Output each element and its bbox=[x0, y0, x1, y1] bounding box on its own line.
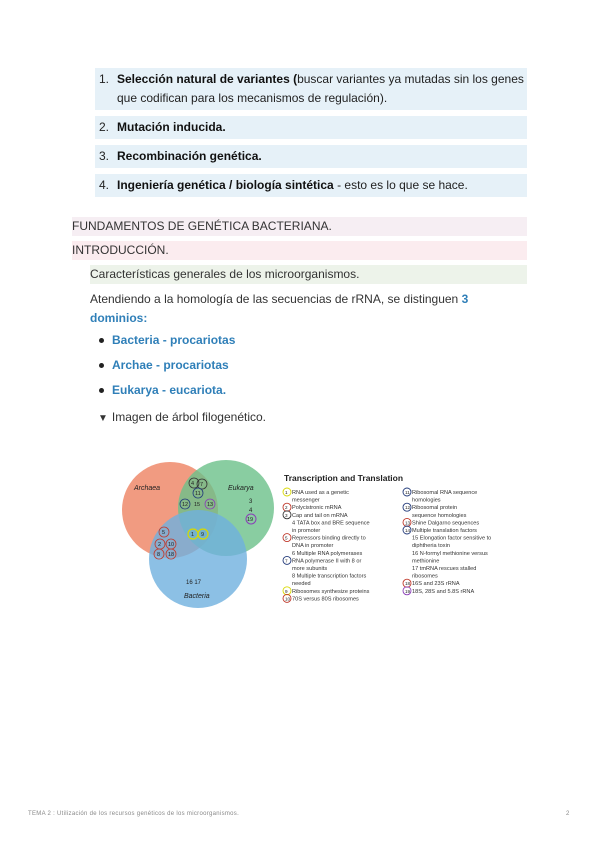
paragraph bbox=[90, 290, 520, 328]
legend-line: 18S, 28S and 5.8S rRNA bbox=[412, 588, 475, 595]
paragraph-text: Atendiendo a la homología de las secuencias de rRNA, se distinguen bbox=[90, 292, 462, 306]
toggle-block[interactable] bbox=[98, 409, 266, 427]
venn-number: 13 bbox=[207, 502, 214, 508]
legend-line: Polycistronic mRNA bbox=[292, 505, 342, 512]
list-item-bold: Recombinación genética. bbox=[117, 149, 262, 163]
subsection-heading: INTRODUCCIÓN. bbox=[72, 241, 527, 260]
legend-line: 17 tmRNA rescues stalled bbox=[412, 566, 477, 572]
venn-number: 5 bbox=[162, 530, 166, 536]
figure-title: Transcription and Translation bbox=[284, 473, 404, 483]
phylogenetic-figure bbox=[118, 458, 518, 618]
venn-number: 7 bbox=[200, 482, 204, 488]
section-heading: FUNDAMENTOS DE GENÉTICA BACTERIANA. bbox=[72, 217, 527, 236]
legend-mark-number: 3 bbox=[285, 512, 288, 518]
legend-line: DNA in promoter bbox=[292, 543, 334, 550]
list-item bbox=[90, 381, 235, 399]
bullet-icon bbox=[99, 363, 104, 368]
numbered-list bbox=[95, 68, 527, 203]
legend-mark-number: 10 bbox=[285, 596, 291, 602]
list-item bbox=[95, 68, 527, 110]
paragraph-end: : bbox=[143, 311, 148, 325]
list-number: 1. bbox=[99, 72, 110, 86]
venn-number: 2 bbox=[158, 542, 162, 548]
list-item bbox=[95, 174, 527, 197]
legend-line: homologies bbox=[412, 497, 441, 504]
paragraph-highlight: 3 dominios bbox=[90, 292, 469, 325]
legend-line: 70S versus 80S ribosomes bbox=[292, 596, 359, 603]
venn-number: 16 17 bbox=[186, 580, 202, 586]
eukarya-label: Eukarya bbox=[228, 485, 254, 492]
legend-mark-number: 13 bbox=[405, 520, 411, 526]
legend-line: 6 Multiple RNA polymerases bbox=[292, 550, 363, 557]
venn-number: 3 bbox=[249, 499, 253, 505]
venn-number: 15 bbox=[194, 502, 201, 508]
list-number: 3. bbox=[99, 149, 110, 163]
bullet-icon bbox=[99, 338, 104, 343]
list-item-bold: Selección natural de variantes ( bbox=[117, 72, 298, 86]
legend-line: Ribosomal protein bbox=[412, 505, 458, 512]
list-number: 4. bbox=[99, 178, 110, 192]
legend-line: Ribosomal RNA sequence bbox=[412, 490, 478, 496]
legend-line: Multiple translation factors bbox=[412, 528, 477, 534]
legend-line: ribosomes bbox=[412, 573, 438, 580]
venn-number: 19 bbox=[247, 517, 254, 523]
venn-number: 9 bbox=[201, 532, 205, 538]
venn-number: 1 bbox=[191, 532, 195, 538]
legend-line: methionine bbox=[412, 558, 440, 565]
legend-mark-number: 2 bbox=[285, 505, 288, 511]
bacteria-label: Bacteria bbox=[184, 593, 210, 600]
venn-number: 12 bbox=[182, 502, 189, 508]
legend-line: 16S and 23S rRNA bbox=[412, 581, 460, 588]
venn-number: 8 bbox=[157, 552, 161, 558]
legend-line: 8 Multiple transcription factors bbox=[292, 573, 367, 580]
legend-left bbox=[283, 488, 370, 602]
page-number: 2 bbox=[566, 811, 570, 817]
bullet-icon bbox=[99, 388, 104, 393]
list-item-bold: Ingeniería genética / biología sintética bbox=[117, 178, 334, 192]
legend-line: 16 N-formyl methionine versus bbox=[412, 550, 488, 557]
legend-mark-number: 9 bbox=[285, 588, 288, 594]
legend-line: needed bbox=[292, 581, 311, 588]
legend-line: Cap and tail on mRNA bbox=[292, 512, 348, 519]
legend-right bbox=[403, 488, 491, 595]
triangle-down-icon[interactable]: ▼ bbox=[98, 413, 108, 424]
legend-line: messenger bbox=[292, 497, 320, 504]
venn-number: 11 bbox=[195, 491, 201, 497]
list-item-bold: Mutación inducida. bbox=[117, 120, 226, 134]
legend-line: RNA used as a genetic bbox=[292, 490, 349, 496]
list-number: 2. bbox=[99, 120, 110, 134]
domain-list bbox=[90, 331, 235, 406]
archaea-label: Archaea bbox=[134, 485, 161, 492]
legend-mark-number: 5 bbox=[285, 535, 288, 541]
list-item bbox=[90, 356, 235, 374]
venn-number: 4 bbox=[249, 508, 253, 514]
domain-link[interactable]: Eukarya - eucariota. bbox=[112, 383, 227, 397]
list-item bbox=[95, 116, 527, 139]
list-item-text: buscar variantes ya mutadas sin los genes que codifican para los mecanismos de regulación). bbox=[117, 72, 524, 105]
list-item bbox=[90, 331, 235, 349]
domain-link[interactable]: Bacteria - procariotas bbox=[112, 333, 236, 347]
legend-mark-number: 1 bbox=[285, 490, 288, 495]
topic-heading: Características generales de los microorganismos. bbox=[90, 265, 527, 284]
legend-line: diphtheria toxin bbox=[412, 543, 450, 550]
venn-number: 4 bbox=[191, 481, 195, 487]
toggle-label: Imagen de árbol filogenético. bbox=[111, 410, 267, 424]
legend-line: in promoter bbox=[292, 528, 321, 534]
legend-line: RNA polymerase II with 8 or bbox=[292, 558, 362, 565]
legend-line: 15 Elongation factor sensitive to bbox=[412, 535, 492, 542]
legend-line: sequence homologies bbox=[412, 512, 467, 519]
list-item bbox=[95, 145, 527, 168]
domain-link[interactable]: Archae - procariotas bbox=[112, 358, 229, 372]
legend-mark-number: 7 bbox=[285, 558, 288, 564]
legend-mark-number: 11 bbox=[405, 490, 410, 495]
legend-line: Shine Dalgarno sequences bbox=[412, 520, 480, 527]
legend-line: 4 TATA box and BRE sequence bbox=[292, 520, 370, 527]
list-item-text: - esto es lo que se hace. bbox=[333, 178, 468, 192]
legend-mark-number: 14 bbox=[405, 528, 411, 533]
legend-mark-number: 12 bbox=[405, 505, 411, 511]
venn-number: 10 bbox=[168, 542, 175, 548]
footer-text: TEMA 2 : Utilización de los recursos genéticos de los microorganismos. bbox=[28, 811, 240, 817]
legend-line: Repressors binding directly to bbox=[292, 535, 366, 542]
legend-mark-number: 19 bbox=[405, 588, 411, 594]
legend-line: more subunits bbox=[292, 566, 328, 572]
legend-mark-number: 18 bbox=[405, 581, 411, 587]
legend-line: Ribosomes synthesize proteins bbox=[292, 588, 370, 595]
venn-number: 18 bbox=[168, 552, 175, 558]
